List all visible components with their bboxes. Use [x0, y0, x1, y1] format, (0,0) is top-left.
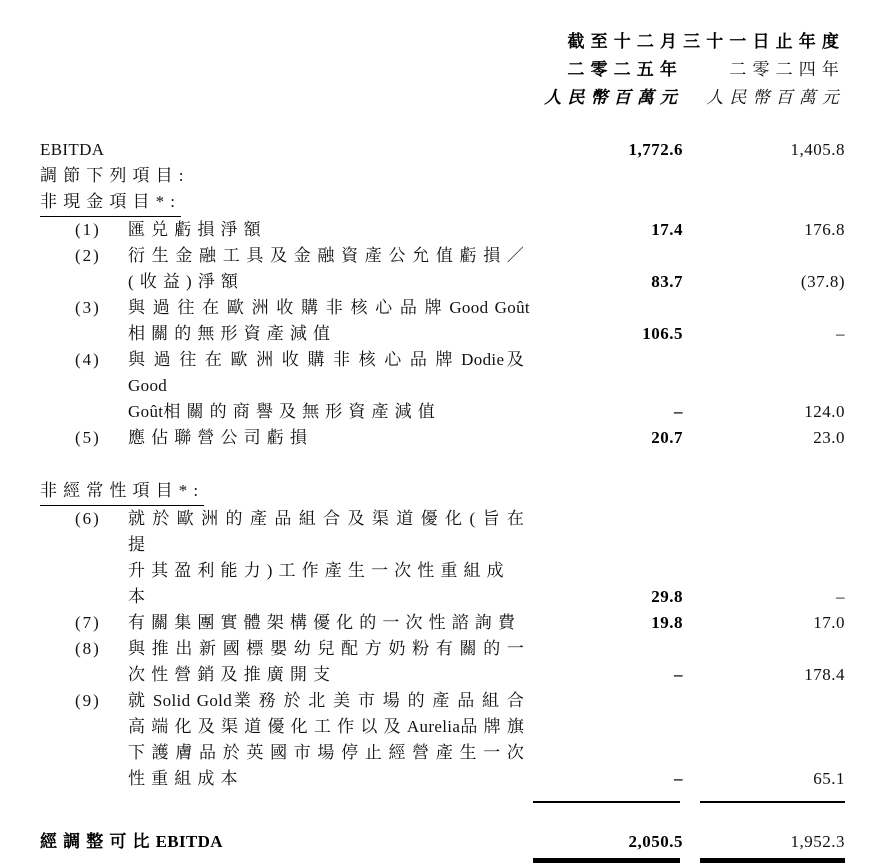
table-row-item-6 — [40, 506, 845, 610]
row-label: 性重組成本 — [128, 769, 244, 788]
value-2025: 19.8 — [651, 613, 683, 632]
value-2024: – — [836, 324, 845, 343]
rule-line-2025 — [533, 858, 680, 863]
item-number: (6) — [75, 509, 101, 528]
value-2025: 83.7 — [651, 272, 683, 291]
table-row-item-1 — [40, 217, 845, 243]
row-label: 與過往在歐洲收購非核心品牌Good Goût — [128, 298, 530, 317]
row-label: 有關集團實體架構優化的一次性諮詢費 — [128, 613, 522, 632]
col-header-year-2024: 二零二四年 — [729, 60, 845, 79]
row-label: 次性營銷及推廣開支 — [128, 665, 337, 684]
row-label: 與過往在歐洲收購非核心品牌Dodie及Good — [128, 350, 530, 395]
item-number: (5) — [75, 428, 101, 447]
table-row-item-4 — [40, 347, 845, 425]
value-2024: (37.8) — [800, 272, 845, 291]
period-caption: 截至十二月三十一日止年度 — [567, 32, 845, 51]
item-number: (3) — [75, 298, 101, 317]
section-heading-underlined: 非經常性項目*: — [40, 478, 204, 506]
table-row-ebitda — [40, 137, 845, 163]
total-rule — [40, 858, 845, 863]
row-label: 相關的無形資產減值 — [128, 324, 337, 343]
table-row-item-9 — [40, 688, 845, 792]
row-label: 應佔聯營公司虧損 — [128, 428, 313, 447]
item-number: (4) — [75, 350, 101, 369]
rule-line-2024 — [700, 858, 845, 863]
table-row-item-5 — [40, 425, 845, 451]
row-label: 升其盈利能力)工作產生一次性重組成本 — [128, 561, 510, 606]
value-2024: 1,952.3 — [790, 832, 845, 851]
row-label: Goût相關的商譽及無形資產減值 — [128, 402, 441, 421]
row-label: 就於歐洲的產品組合及渠道優化(旨在提 — [128, 509, 530, 554]
value-2025: 2,050.5 — [628, 832, 683, 851]
item-number: (8) — [75, 639, 101, 658]
value-2024: 17.0 — [813, 613, 845, 632]
value-2024: 23.0 — [813, 428, 845, 447]
row-label: EBITDA — [40, 140, 105, 159]
col-header-unit-2024: 人民幣百萬元 — [706, 88, 845, 107]
row-label: 與推出新國標嬰幼兒配方奶粉有關的一 — [128, 639, 530, 658]
value-2025: 20.7 — [651, 428, 683, 447]
value-2025: – — [674, 402, 683, 421]
table-header — [40, 28, 845, 112]
rule-line-2024 — [700, 801, 845, 803]
value-2025: – — [674, 769, 683, 788]
value-2024: 124.0 — [804, 402, 845, 421]
item-number: (9) — [75, 691, 101, 710]
row-label: 衍生金融工具及金融資產公允值虧損／ — [128, 246, 530, 265]
col-header-year-2025: 二零二五年 — [567, 60, 683, 79]
value-2025: 17.4 — [651, 220, 683, 239]
row-label: 高端化及渠道優化工作以及Aurelia品牌旗 — [128, 717, 530, 736]
subtotal-rule — [40, 801, 845, 803]
table-row-item-8 — [40, 636, 845, 688]
table-row-item-7 — [40, 610, 845, 636]
col-header-unit-2025: 人民幣百萬元 — [544, 88, 683, 107]
rule-line-2025 — [533, 801, 680, 803]
row-label: (收益)淨額 — [128, 272, 245, 291]
row-label: 調節下列項目: — [40, 166, 190, 185]
row-label: 就Solid Gold業務於北美市場的產品組合 — [128, 691, 530, 710]
table-row-item-2 — [40, 243, 845, 295]
value-2024: 178.4 — [804, 665, 845, 684]
value-2025: 29.8 — [651, 587, 683, 606]
item-number: (1) — [75, 220, 101, 239]
section-heading-underlined: 非現金項目*: — [40, 189, 181, 217]
row-label: 匯兑虧損淨額 — [128, 220, 267, 239]
table-row-item-3 — [40, 295, 845, 347]
value-2024: 1,405.8 — [790, 140, 845, 159]
value-2024: 176.8 — [804, 220, 845, 239]
table-row-total — [40, 829, 845, 855]
table-row-nonrecurring-heading — [40, 478, 845, 506]
value-2025: – — [674, 665, 683, 684]
value-2024: 65.1 — [813, 769, 845, 788]
row-label: 下護膚品於英國市場停止經營產生一次 — [128, 743, 530, 762]
table-row-adjustments-heading — [40, 163, 845, 189]
value-2024: – — [836, 587, 845, 606]
item-number: (2) — [75, 246, 101, 265]
item-number: (7) — [75, 613, 101, 632]
table-row-noncash-heading — [40, 189, 845, 217]
value-2025: 1,772.6 — [628, 140, 683, 159]
row-label: 經調整可比EBITDA — [40, 832, 223, 851]
value-2025: 106.5 — [642, 324, 683, 343]
